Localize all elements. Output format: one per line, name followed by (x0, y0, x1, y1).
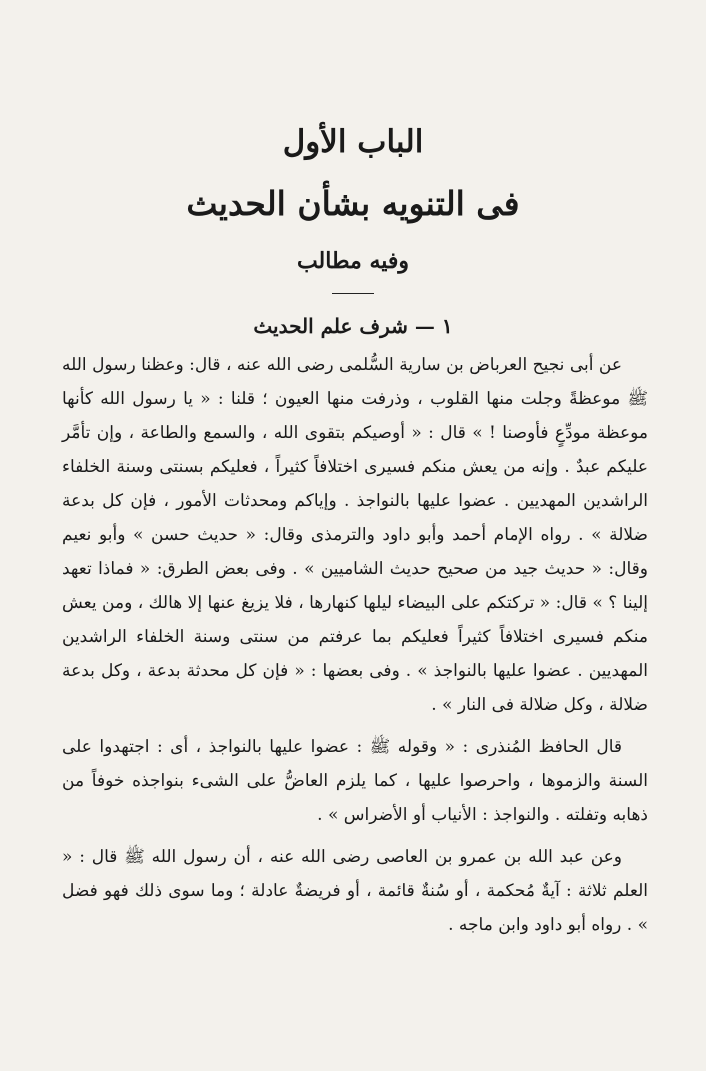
chapter-title: الباب الأول (282, 124, 424, 160)
chapter-subject-title: فى التنويه بشأن الحديث (186, 184, 520, 223)
paragraph-mundhiri-commentary: قال الحافظ المُنذرى : « وقوله ﷺ : عضوا عليها بالنواجذ ، أى : اجتهدوا على السنة والزموها ، واحرصوا عليها ، كما يلزم العاضُّ على الشىء بنواجذه خوفاً من ذهابه وتفلته . والنواجذ : الأنياب أو الأضراس » . (62, 737, 648, 825)
divider-rule (332, 293, 374, 294)
paragraph-hadith-ibn-amr: وعن عبد الله بن عمرو بن العاصى رضى الله عنه ، أن رسول الله ﷺ قال : « العلم ثلاثة : آيةٌ مُحكمة ، أو سُنةٌ قائمة ، أو فريضةٌ عادلة ؛ وما سوى ذلك فهو فضل » . رواه أبو داود وابن ماجه . (62, 847, 648, 935)
body-text (62, 348, 648, 950)
paragraph-hadith-irbad: عن أبى نجيح العرباض بن سارية السُّلمى رضى الله عنه ، قال: وعظنا رسول الله ﷺ موعظةً وجلت منها القلوب ، وذرفت منها العيون ؛ قلنا : « يا رسول الله كأنها موعظة مودِّعٍ فأوصنا ! » قال : « أوصيكم بتقوى الله ، والسمع والطاعة ، وإن تأمَّر عليكم عبدٌ . وإنه من يعش منكم فسيرى اختلافاً كثيراً ، فعليكم بسنتى وسنة الخلفاء الراشدين المهديين . عضوا عليها بالنواجذ . وإياكم ومحدثات الأمور ، فإن كل بدعة ضلالة » . رواه الإمام أحمد وأبو داود والترمذى وقال: « حديث حسن » وأبو نعيم وقال: « حديث جيد من صحيح حديث الشاميين » . وفى بعض الطرق: « فماذا تعهد إلينا ؟ » قال: « تركتكم على البيضاء ليلها كنهارها ، فلا يزيغ عنها إلا هالك ، ومن يعش منكم فسيرى اختلافاً كثيراً فعليكم بما عرفتم من سنتى وسنة الخلفاء الراشدين المهديين . عضوا عليها بالنواجذ » . وفى بعضها : « فإن كل محدثة بدعة ، وكل بدعة ضلالة ، وكل ضلالة فى النار » . (62, 355, 648, 715)
section-heading: ١ — شرف علم الحديث (253, 314, 453, 338)
chapter-subtitle: وفيه مطالب (296, 248, 410, 274)
